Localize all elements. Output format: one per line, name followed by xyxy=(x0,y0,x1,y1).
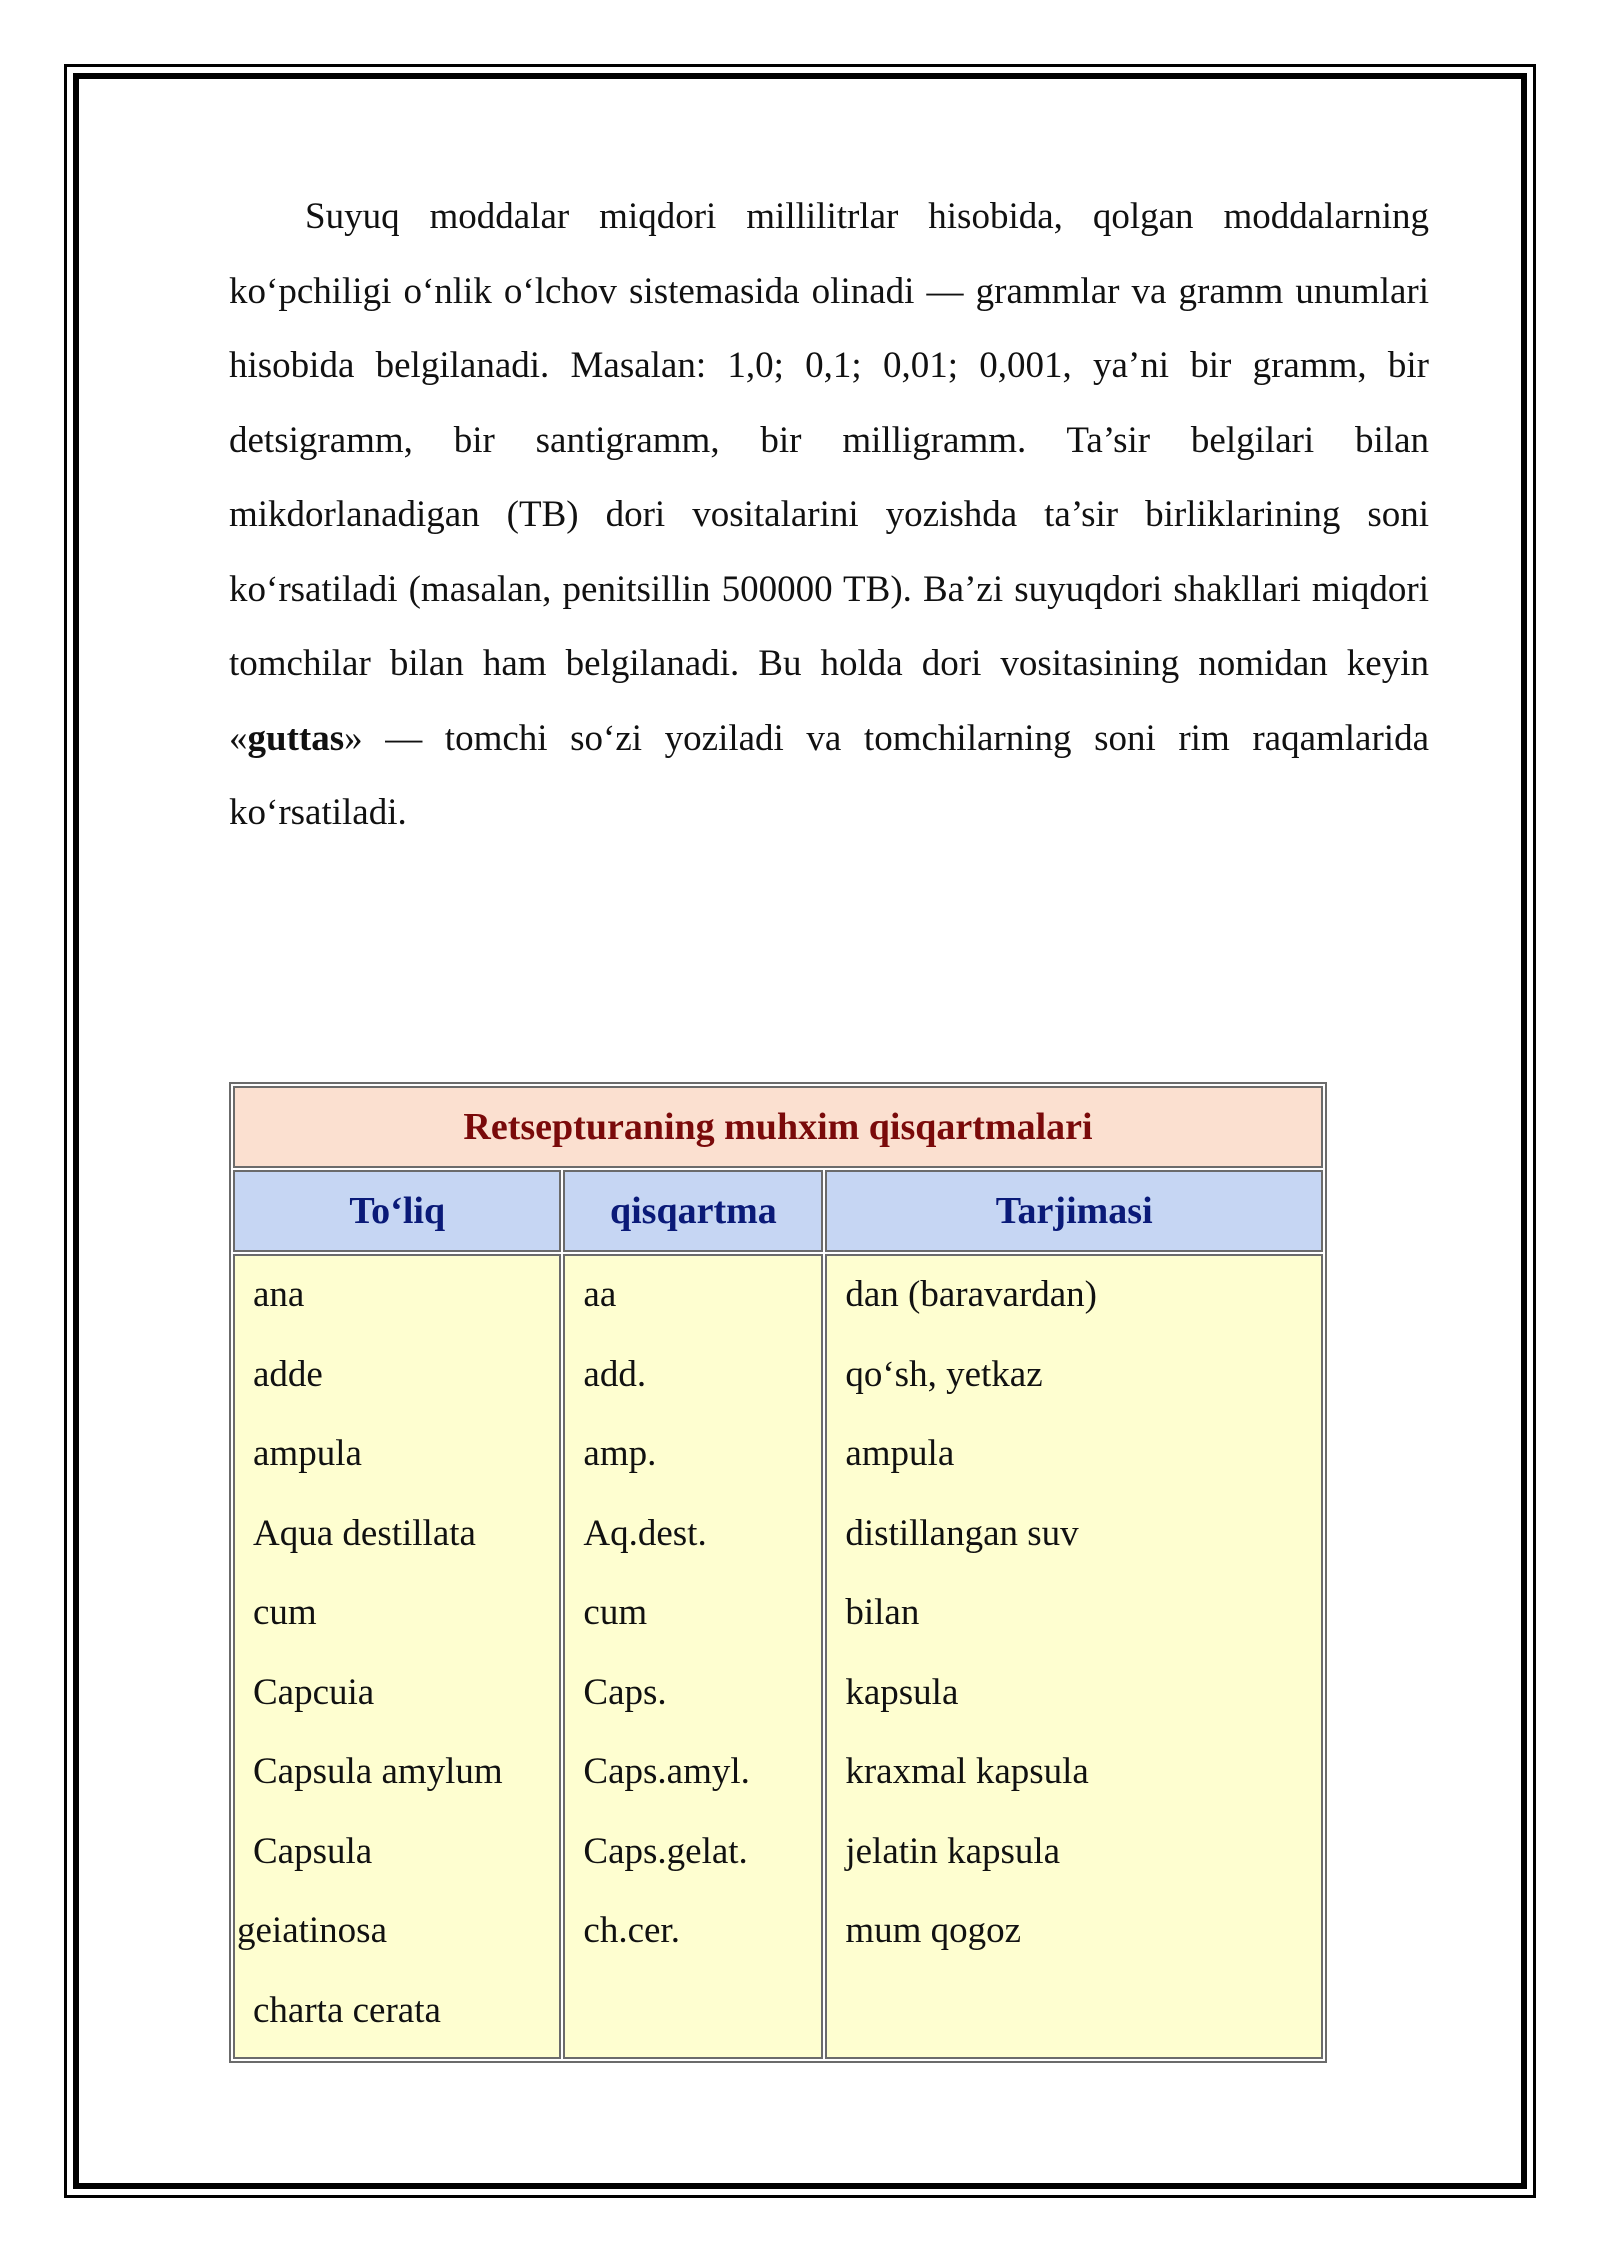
header-translation: Tarjimasi xyxy=(825,1170,1323,1252)
full-term: charta cerata xyxy=(253,1989,441,2031)
abbreviation: add. xyxy=(583,1353,647,1395)
paragraph-line: raqamlarida ko‘rsatiladi. xyxy=(229,717,1429,833)
abbreviation: aa xyxy=(583,1274,617,1315)
abbreviation: Caps. xyxy=(583,1671,667,1713)
abbreviation: Aq.dest. xyxy=(583,1512,707,1554)
translation: jelatin kapsula xyxy=(845,1830,1061,1872)
paragraph-line: 0,01; 0,001, ya’ni bir gramm, bir detsigramm, bir santigramm, bir xyxy=(229,345,1430,461)
full-term: Capsula amylum xyxy=(253,1751,503,1792)
abbreviation: Caps.gelat. xyxy=(583,1830,748,1872)
abbreviation: Caps.amyl. xyxy=(583,1751,750,1792)
abbreviation: ch.cer. xyxy=(583,1910,680,1951)
translation: distillangan suv xyxy=(845,1512,1079,1554)
paragraph-line: grammlar va gramm unumlari hisobida belgilanadi. Masalan: 1,0; 0,1; xyxy=(229,270,1430,386)
abbreviations-table xyxy=(229,1082,1327,2063)
column-abbreviation xyxy=(563,1254,823,2059)
full-term: cum xyxy=(253,1592,317,1633)
translation: bilan xyxy=(845,1592,920,1633)
full-term: Capsula xyxy=(253,1830,373,1872)
abbreviation: amp. xyxy=(583,1433,657,1474)
translation: ampula xyxy=(845,1433,955,1474)
paragraph-line: Suyuq moddalar miqdori millilitrlar hisobida, qolgan xyxy=(305,196,1194,237)
full-term: ampula xyxy=(253,1433,362,1474)
translation: kapsula xyxy=(845,1671,959,1713)
paragraph-line: moddalarning ko‘pchiligi o‘nlik o‘lchov sistemasida olinadi — xyxy=(229,196,1429,312)
full-term: Capcuia xyxy=(253,1671,375,1713)
translation: qo‘sh, yetkaz xyxy=(845,1353,1043,1395)
translation: dan (baravardan) xyxy=(845,1274,1098,1315)
translation: mum qogoz xyxy=(845,1910,1022,1951)
header-abbreviation: qisqartma xyxy=(563,1170,823,1252)
paragraph-line: bilan ham belgilanadi. Bu holda dori vositasining nomidan keyin xyxy=(389,643,1430,684)
paragraph-line: milligramm. Ta’sir belgilari bilan mikdorlanadigan (TB) dori xyxy=(229,419,1430,535)
table-caption: Retsepturaning muhxim qisqartmalari xyxy=(233,1086,1323,1168)
full-term: Aqua destillata xyxy=(253,1512,476,1554)
abbreviation: cum xyxy=(583,1592,648,1633)
body-paragraph xyxy=(229,180,1429,851)
column-full xyxy=(233,1254,561,2059)
full-term: geiatinosa xyxy=(237,1910,388,1951)
paragraph-line: penitsillin 500000 TB). Ba’zi suyuqdori shakllari miqdori tomchilar xyxy=(229,568,1429,684)
guttas-term: guttas xyxy=(247,717,345,759)
column-translation xyxy=(825,1254,1323,2059)
translation: kraxmal kapsula xyxy=(845,1751,1089,1792)
full-term: ana xyxy=(253,1274,305,1315)
paragraph-line: » — tomchi so‘zi yoziladi va tomchilarning soni rim xyxy=(344,717,1230,759)
full-term: adde xyxy=(253,1353,323,1395)
header-full: To‘liq xyxy=(233,1170,561,1252)
paragraph-line: « xyxy=(229,717,248,759)
paragraph-line: vositalarini yozishda ta’sir birliklarining soni ko‘rsatiladi (masalan, xyxy=(229,494,1429,610)
